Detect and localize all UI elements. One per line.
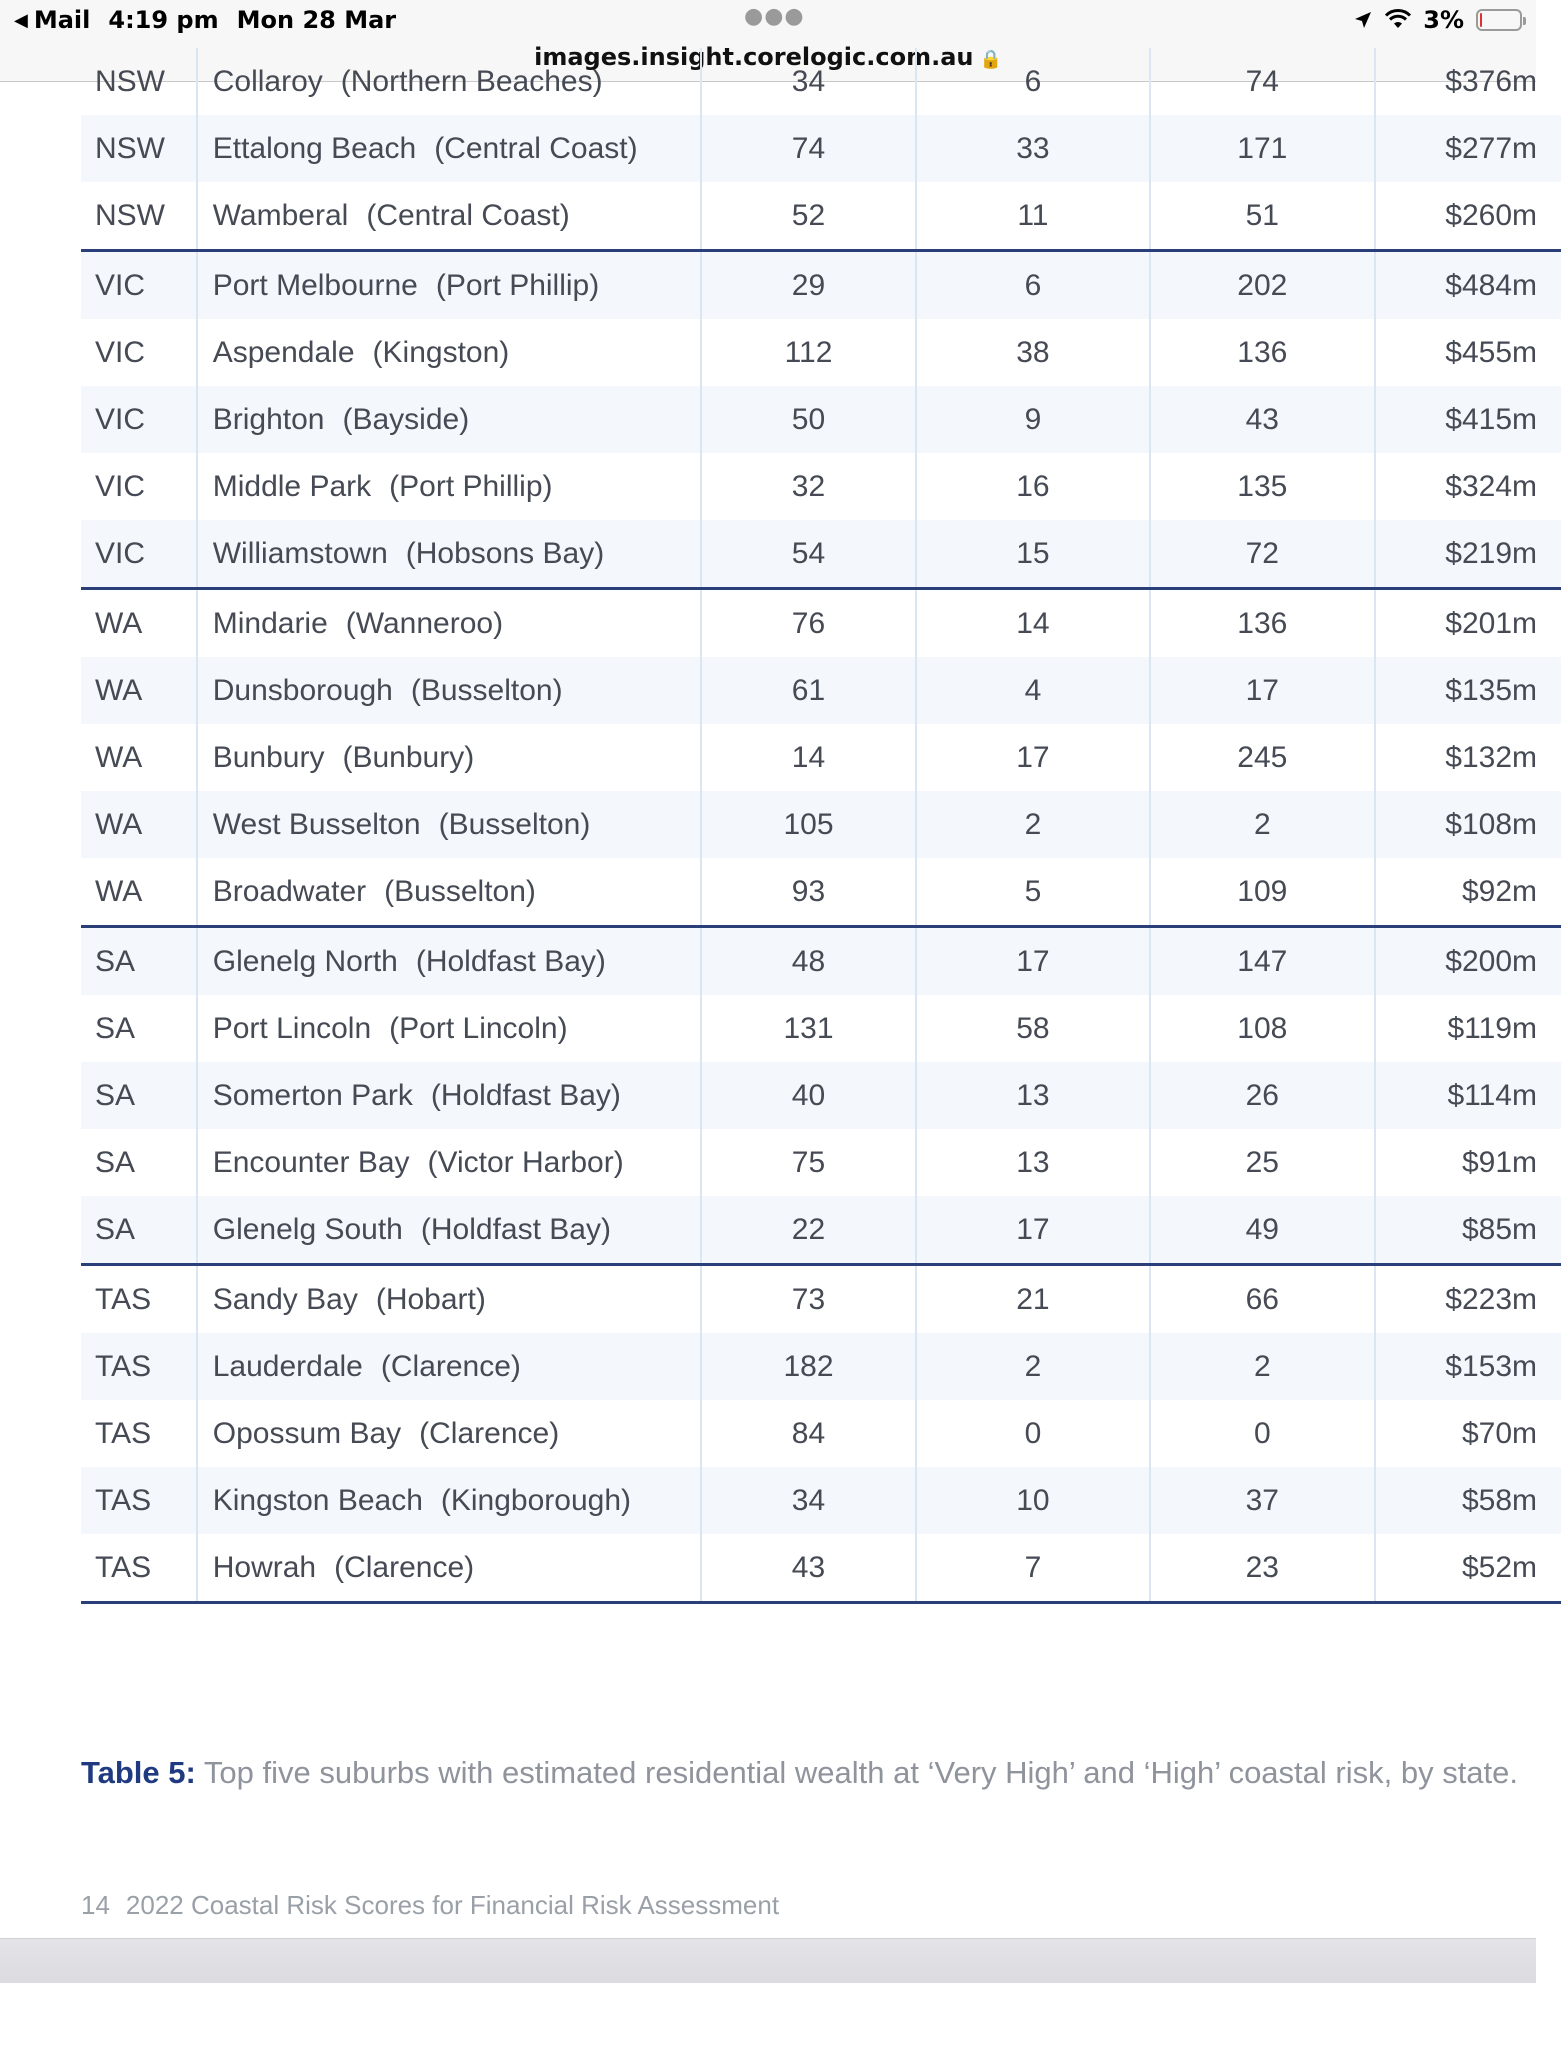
suburb-name: Mindarie <box>212 606 328 640</box>
lga-name: (Bayside) <box>342 402 470 436</box>
suburb-name: Williamstown <box>212 536 388 570</box>
value-cell-1: 74 <box>701 115 916 182</box>
table-row <box>81 589 1561 658</box>
suburb-cell <box>197 1534 701 1603</box>
wealth-cell: $52m <box>1375 1534 1561 1603</box>
suburb-name: Sandy Bay <box>212 1282 358 1316</box>
lga-name: (Kingston) <box>372 335 510 369</box>
suburb-cell <box>197 657 701 724</box>
value-cell-2: 17 <box>916 927 1150 996</box>
wealth-cell: $58m <box>1375 1467 1561 1534</box>
status-bar <box>0 0 1536 40</box>
value-cell-3: 25 <box>1150 1129 1375 1196</box>
state-cell: SA <box>81 927 197 996</box>
table-row <box>81 453 1561 520</box>
value-cell-2: 4 <box>916 657 1150 724</box>
wealth-cell: $260m <box>1375 182 1561 251</box>
suburb-name: Port Lincoln <box>212 1011 372 1045</box>
suburb-name: Wamberal <box>212 198 349 232</box>
lga-name: (Busselton) <box>438 807 591 841</box>
state-cell: NSW <box>81 115 197 182</box>
table-row <box>81 319 1561 386</box>
state-cell: VIC <box>81 319 197 386</box>
state-cell: VIC <box>81 251 197 320</box>
page-footer <box>81 1890 779 1921</box>
value-cell-3: 109 <box>1150 858 1375 927</box>
wealth-cell: $415m <box>1375 386 1561 453</box>
state-cell: TAS <box>81 1534 197 1603</box>
table-row <box>81 1196 1561 1265</box>
value-cell-1: 40 <box>701 1062 916 1129</box>
suburb-cell <box>197 520 701 589</box>
lga-name: (Clarence) <box>334 1550 475 1584</box>
value-cell-1: 61 <box>701 657 916 724</box>
value-cell-3: 51 <box>1150 182 1375 251</box>
battery-level <box>1480 13 1482 27</box>
status-right <box>1353 6 1522 34</box>
suburb-name: Glenelg South <box>212 1212 403 1246</box>
table-row <box>81 1400 1561 1467</box>
wealth-cell: $223m <box>1445 1282 1537 1316</box>
suburb-cell <box>197 1467 701 1534</box>
suburb-name: Aspendale <box>212 335 355 369</box>
value-cell-3: 23 <box>1150 1534 1375 1603</box>
lga-name: (Central Coast) <box>366 198 570 232</box>
table-row <box>81 1265 1561 1334</box>
state-cell: SA <box>81 1129 197 1196</box>
suburb-cell <box>197 453 701 520</box>
browser-toolbar <box>0 1938 1536 1983</box>
suburb-cell <box>197 1265 701 1334</box>
wealth-cell: $92m <box>1375 858 1561 927</box>
value-cell-2: 9 <box>916 386 1150 453</box>
suburb-name: Somerton Park <box>212 1078 413 1112</box>
suburb-cell <box>197 791 701 858</box>
wealth-cell: $484m <box>1375 251 1561 320</box>
value-cell-3: 108 <box>1150 995 1375 1062</box>
table-row <box>81 724 1561 791</box>
table-row <box>81 386 1561 453</box>
lga-name: (Bunbury) <box>342 740 475 774</box>
suburb-cell <box>197 1062 701 1129</box>
suburb-name: Collaroy <box>212 64 323 98</box>
wealth-cell: $153m <box>1375 1333 1561 1400</box>
state-cell: VIC <box>81 453 197 520</box>
value-cell-1: 84 <box>701 1400 916 1467</box>
value-cell-2: 5 <box>916 858 1150 927</box>
battery-percent: 3% <box>1423 6 1464 34</box>
suburb-name: Broadwater <box>212 874 367 908</box>
value-cell-2: 0 <box>916 1400 1150 1467</box>
suburb-cell <box>197 927 701 996</box>
value-cell-3: 135 <box>1150 453 1375 520</box>
state-cell: TAS <box>81 1467 197 1534</box>
back-arrow-icon[interactable]: ◀ <box>14 9 28 31</box>
lga-name: (Northern Beaches) <box>340 64 603 98</box>
value-cell-2: 7 <box>916 1534 1150 1603</box>
value-cell-1: 22 <box>701 1196 916 1265</box>
suburb-cell <box>197 1400 701 1467</box>
table-row <box>81 115 1561 182</box>
suburb-wealth-table <box>81 48 1561 1604</box>
state-cell: WA <box>81 791 197 858</box>
wealth-cell: $135m <box>1375 657 1561 724</box>
wealth-cell: $85m <box>1375 1196 1561 1265</box>
value-cell-1: 73 <box>701 1265 916 1334</box>
suburb-name: Encounter Bay <box>212 1145 410 1179</box>
value-cell-1: 52 <box>701 182 916 251</box>
lga-name: (Holdfast Bay) <box>415 944 606 978</box>
status-date: Mon 28 Mar <box>236 6 397 34</box>
suburb-name: Howrah <box>212 1550 317 1584</box>
lga-name: (Clarence) <box>419 1416 560 1450</box>
status-time: 4:19 pm <box>108 6 219 34</box>
state-cell: SA <box>81 995 197 1062</box>
battery-icon <box>1476 9 1522 31</box>
suburb-cell <box>197 251 701 320</box>
value-cell-1: 76 <box>701 589 916 658</box>
suburb-name: Brighton <box>212 402 325 436</box>
table-row <box>81 657 1561 724</box>
suburb-cell <box>197 724 701 791</box>
caption-label: Table 5: <box>81 1755 196 1790</box>
value-cell-1: 93 <box>701 858 916 927</box>
value-cell-1: 131 <box>701 995 916 1062</box>
value-cell-2: 6 <box>916 48 1150 115</box>
wealth-cell: $108m <box>1375 791 1561 858</box>
state-cell: SA <box>81 1196 197 1265</box>
suburb-name: Lauderdale <box>212 1349 363 1383</box>
lga-name: (Busselton) <box>384 874 536 908</box>
table-row <box>81 1333 1561 1400</box>
value-cell-2: 21 <box>916 1265 1150 1334</box>
value-cell-1: 182 <box>701 1333 916 1400</box>
value-cell-3: 66 <box>1150 1265 1375 1334</box>
wealth-cell: $114m <box>1375 1062 1561 1129</box>
suburb-name: Middle Park <box>212 469 372 503</box>
value-cell-3: 17 <box>1150 657 1375 724</box>
value-cell-3: 2 <box>1150 1333 1375 1400</box>
state-cell: WA <box>81 724 197 791</box>
value-cell-1: 32 <box>701 453 916 520</box>
state-cell: VIC <box>81 386 197 453</box>
lga-name: (Hobsons Bay) <box>405 536 605 570</box>
suburb-name: Opossum Bay <box>212 1416 402 1450</box>
value-cell-1: 105 <box>701 791 916 858</box>
state-cell: TAS <box>81 1400 197 1467</box>
wealth-cell: $70m <box>1461 1416 1537 1450</box>
table-row <box>81 48 1561 115</box>
table-body <box>81 48 1561 1603</box>
wealth-cell: $376m <box>1445 64 1537 98</box>
wealth-cell: $132m <box>1445 740 1537 774</box>
value-cell-3: 202 <box>1150 251 1375 320</box>
suburb-name: Ettalong Beach <box>212 131 417 165</box>
lga-name: (Port Phillip) <box>389 469 553 503</box>
value-cell-2: 2 <box>916 1333 1150 1400</box>
value-cell-2: 13 <box>916 1062 1150 1129</box>
suburb-name: Glenelg North <box>212 944 398 978</box>
value-cell-3: 147 <box>1150 927 1375 996</box>
table-row <box>81 1467 1561 1534</box>
value-cell-2: 16 <box>916 453 1150 520</box>
lga-name: (Holdfast Bay) <box>420 1212 611 1246</box>
wealth-cell: $324m <box>1445 469 1537 503</box>
suburb-cell <box>197 1196 701 1265</box>
suburb-cell <box>197 995 701 1062</box>
value-cell-3: 26 <box>1150 1062 1375 1129</box>
lga-name: (Central Coast) <box>434 131 638 165</box>
lga-name: (Victor Harbor) <box>427 1145 624 1179</box>
value-cell-2: 58 <box>916 995 1150 1062</box>
caption-text: Top five suburbs with estimated residential wealth at ‘Very High’ and ‘High’ coastal risk, by state. <box>203 1755 1519 1790</box>
value-cell-1: 14 <box>701 724 916 791</box>
suburb-name: Dunsborough <box>212 673 393 707</box>
suburb-name: West Busselton <box>212 807 421 841</box>
suburb-name: Bunbury <box>212 740 325 774</box>
suburb-name: Port Melbourne <box>212 268 418 302</box>
value-cell-3: 2 <box>1150 791 1375 858</box>
state-cell: WA <box>81 589 197 658</box>
page-number: 14 <box>81 1890 110 1920</box>
value-cell-3: 37 <box>1150 1467 1375 1534</box>
value-cell-1: 34 <box>701 1467 916 1534</box>
value-cell-1: 75 <box>701 1129 916 1196</box>
wealth-cell: $91m <box>1461 1145 1537 1179</box>
value-cell-3: 136 <box>1150 589 1375 658</box>
state-cell: WA <box>81 657 197 724</box>
table-row <box>81 520 1561 589</box>
state-cell: VIC <box>81 520 197 589</box>
value-cell-2: 17 <box>916 724 1150 791</box>
document-page <box>0 64 1537 1982</box>
suburb-cell <box>197 1129 701 1196</box>
suburb-cell <box>197 589 701 658</box>
url-text[interactable]: images.insight.corelogic.com.au <box>534 43 974 71</box>
lga-name: (Port Phillip) <box>435 268 600 302</box>
table-row <box>81 182 1561 251</box>
value-cell-1: 50 <box>701 386 916 453</box>
table-row <box>81 1062 1561 1129</box>
value-cell-1: 29 <box>701 251 916 320</box>
value-cell-3: 245 <box>1150 724 1375 791</box>
suburb-name: Kingston Beach <box>212 1483 423 1517</box>
value-cell-2: 14 <box>916 589 1150 658</box>
status-left <box>14 6 396 34</box>
table-row <box>81 791 1561 858</box>
value-cell-2: 33 <box>916 115 1150 182</box>
lga-name: (Kingborough) <box>440 1483 632 1517</box>
table-row <box>81 858 1561 927</box>
value-cell-2: 11 <box>916 182 1150 251</box>
state-cell: TAS <box>81 1333 197 1400</box>
lga-name: (Port Lincoln) <box>389 1011 568 1045</box>
suburb-cell <box>197 182 701 251</box>
value-cell-1: 43 <box>701 1534 916 1603</box>
location-arrow-icon <box>1353 10 1373 30</box>
table-row <box>81 927 1561 996</box>
state-cell: SA <box>81 1062 197 1129</box>
value-cell-2: 38 <box>916 319 1150 386</box>
multitasking-dots-icon[interactable]: ●●● <box>744 4 805 29</box>
value-cell-3: 171 <box>1150 115 1375 182</box>
suburb-cell <box>197 1333 701 1400</box>
value-cell-2: 13 <box>916 1129 1150 1196</box>
value-cell-2: 17 <box>916 1196 1150 1265</box>
value-cell-1: 54 <box>701 520 916 589</box>
table-row <box>81 1534 1561 1603</box>
value-cell-3: 136 <box>1150 319 1375 386</box>
table-row <box>81 995 1561 1062</box>
lga-name: (Wanneroo) <box>345 606 504 640</box>
wifi-icon <box>1385 10 1411 30</box>
table-row <box>81 1129 1561 1196</box>
value-cell-3: 49 <box>1150 1196 1375 1265</box>
suburb-cell <box>197 386 701 453</box>
value-cell-1: 34 <box>701 48 916 115</box>
wealth-cell: $219m <box>1375 520 1561 589</box>
state-cell: TAS <box>81 1265 197 1334</box>
suburb-cell <box>197 48 701 115</box>
value-cell-3: 0 <box>1150 1400 1375 1467</box>
lga-name: (Busselton) <box>410 673 563 707</box>
back-to-app-link[interactable]: Mail <box>33 6 91 34</box>
lock-icon: 🔒 <box>979 49 1002 70</box>
wealth-cell: $455m <box>1445 335 1537 369</box>
suburb-cell <box>197 115 701 182</box>
value-cell-1: 112 <box>701 319 916 386</box>
lga-name: (Clarence) <box>380 1349 521 1383</box>
state-cell: WA <box>81 858 197 927</box>
lga-name: (Hobart) <box>375 1282 486 1316</box>
state-cell: NSW <box>81 182 197 251</box>
value-cell-2: 10 <box>916 1467 1150 1534</box>
suburb-cell <box>197 319 701 386</box>
wealth-cell: $277m <box>1375 115 1561 182</box>
value-cell-3: 72 <box>1150 520 1375 589</box>
value-cell-3: 74 <box>1150 48 1375 115</box>
document-title: 2022 Coastal Risk Scores for Financial Risk Assessment <box>125 1890 780 1920</box>
value-cell-2: 6 <box>916 251 1150 320</box>
value-cell-1: 48 <box>701 927 916 996</box>
wealth-cell: $201m <box>1445 606 1537 640</box>
value-cell-2: 2 <box>916 791 1150 858</box>
table-caption <box>81 1755 1518 1791</box>
state-cell: NSW <box>81 48 197 115</box>
lga-name: (Holdfast Bay) <box>430 1078 621 1112</box>
wealth-cell: $119m <box>1447 1011 1537 1045</box>
value-cell-2: 15 <box>916 520 1150 589</box>
wealth-cell: $200m <box>1375 927 1561 996</box>
value-cell-3: 43 <box>1150 386 1375 453</box>
suburb-cell <box>197 858 701 927</box>
table-row <box>81 251 1561 320</box>
